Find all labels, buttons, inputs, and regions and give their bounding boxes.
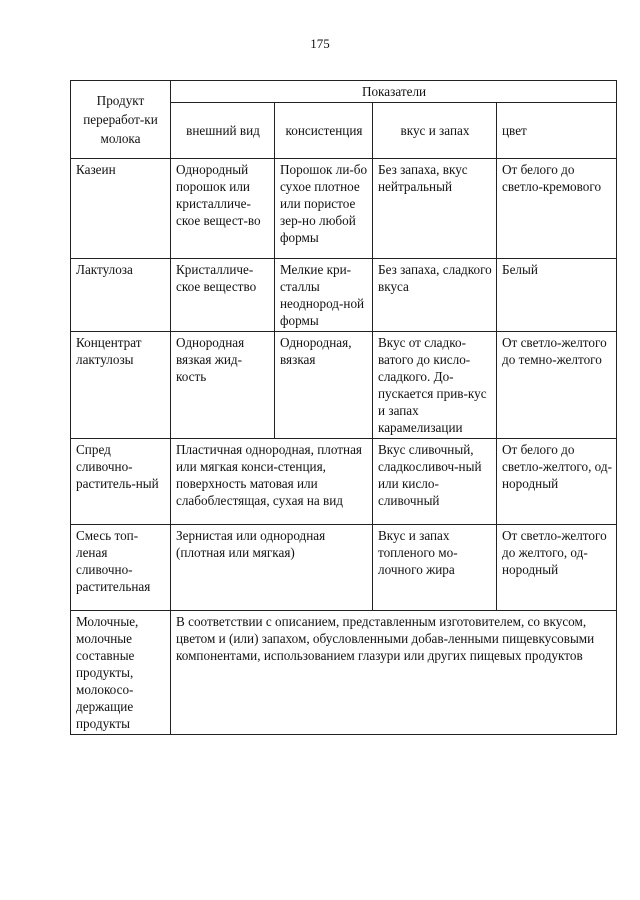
header-row-group: [71, 81, 617, 103]
cell-taste: Без запаха, сладкого вкуса: [373, 259, 497, 332]
product-spec-table: [70, 80, 617, 735]
header-indicators: Показатели: [171, 81, 617, 103]
cell-appearance: Однородный порошок или кристалличе-ское вещест-во: [171, 159, 275, 259]
cell-product: Молочные, молочные составные продукты, молокосо-держащие продукты: [71, 611, 171, 735]
cell-color: От белого до светло-желтого, од-нородный: [497, 439, 617, 525]
header-taste-smell: вкус и запах: [373, 103, 497, 159]
cell-appearance-consistency: Зернистая или однородная (плотная или мягкая): [171, 525, 373, 611]
cell-consistency: Мелкие кри-сталлы неоднород-ной формы: [275, 259, 373, 332]
cell-taste: Вкус и запах топленого мо-лочного жира: [373, 525, 497, 611]
cell-product: Спред сливочно-раститель-ный: [71, 439, 171, 525]
cell-appearance-consistency: Пластичная однородная, плотная или мягкая конси-стенция, поверхность матовая или слабоблестящая, сухая на вид: [171, 439, 373, 525]
cell-color: Белый: [497, 259, 617, 332]
cell-product: Смесь топ-леная сливочно-растительная: [71, 525, 171, 611]
table-row: [71, 439, 617, 525]
header-color: цвет: [497, 103, 617, 159]
cell-merged-description: В соответствии с описанием, представленным изготовителем, со вкусом, цветом и (или) запахом, обусловленными добав-ленными пищевкусовыми компонентами, использованием глазури или других пищевых продуктов: [171, 611, 617, 735]
cell-appearance: Кристалличе-ское вещество: [171, 259, 275, 332]
cell-taste: Без запаха, вкус нейтральный: [373, 159, 497, 259]
header-product: Продукт переработ-ки молока: [71, 81, 171, 159]
cell-color: От светло-желтого до темно-желтого: [497, 332, 617, 439]
table-row: [71, 159, 617, 259]
cell-product: Концентрат лактулозы: [71, 332, 171, 439]
cell-color: От белого до светло-кремового: [497, 159, 617, 259]
cell-taste: Вкус сливочный, сладкосливоч-ный или кисло-сливочный: [373, 439, 497, 525]
page-number: 175: [310, 36, 330, 51]
header-consistency: консистенция: [275, 103, 373, 159]
cell-appearance: Однородная вязкая жид-кость: [171, 332, 275, 439]
table-row: [71, 611, 617, 735]
table-row: [71, 259, 617, 332]
cell-color: От светло-желтого до желтого, од-нородный: [497, 525, 617, 611]
table-row: [71, 525, 617, 611]
cell-product: Казеин: [71, 159, 171, 259]
table-row: [71, 332, 617, 439]
cell-consistency: Порошок ли-бо сухое плотное или пористое зер-но любой формы: [275, 159, 373, 259]
cell-consistency: Однородная, вязкая: [275, 332, 373, 439]
cell-product: Лактулоза: [71, 259, 171, 332]
header-appearance: внешний вид: [171, 103, 275, 159]
cell-taste: Вкус от сладко-ватого до кисло-сладкого. До-пускается прив-кус и запах карамелизации: [373, 332, 497, 439]
